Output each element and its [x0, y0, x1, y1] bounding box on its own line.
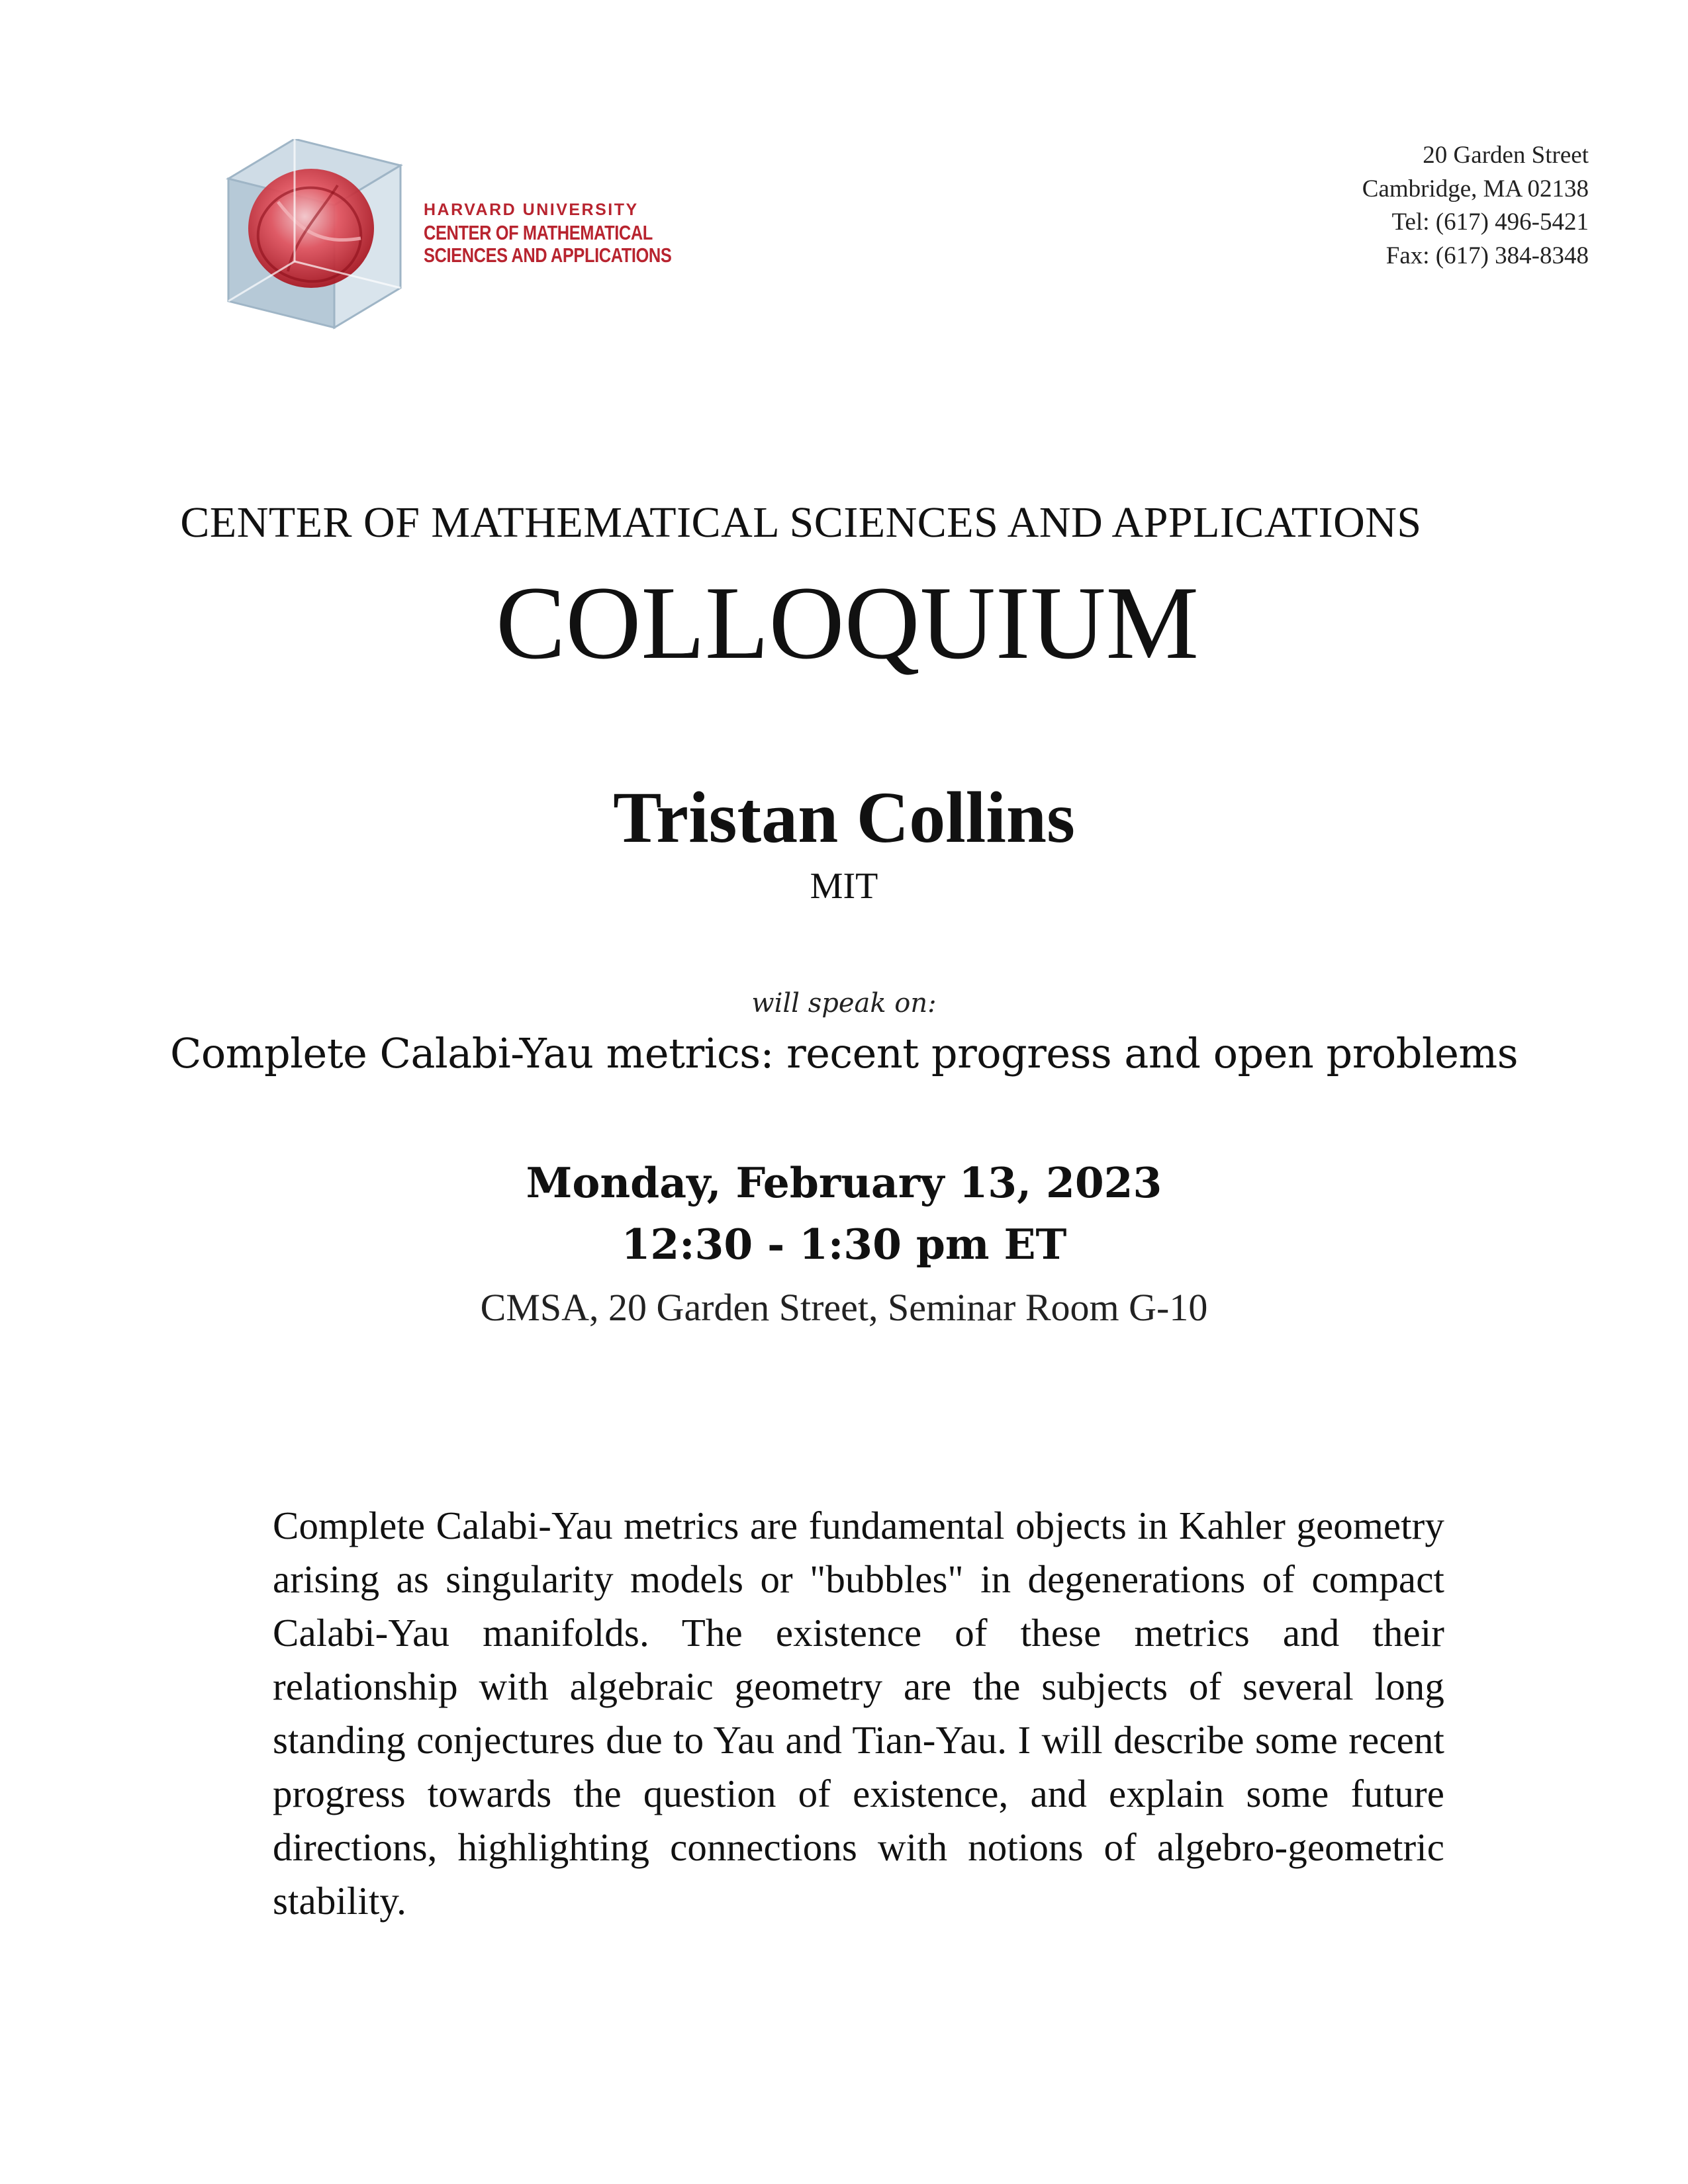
logo-wordmark [424, 202, 726, 267]
abstract-text: Complete Calabi-Yau metrics are fundamental objects in Kahler geometry arising as singularity models or "bubbles" in degenerations of compact Calabi-Yau manifolds. The existence of these metrics and their relationship with algebraic geometry are the subjects of several long standing conjectures due to Yau and Tian-Yau. I will describe some recent progress towards the question of existence, and explain some future directions, highlighting connections with notions of algebro-geometric stability. [273, 1504, 1444, 1923]
address-tel: Tel: (617) 496-5421 [1391, 208, 1589, 236]
logo-line-sciences: SCIENCES AND APPLICATIONS [424, 244, 672, 267]
speaker-affiliation: MIT [810, 866, 878, 907]
cube-sphere-logo-icon [222, 139, 414, 331]
logo-line-center: CENTER OF MATHEMATICAL [424, 221, 653, 244]
speak-on-label: will speak on: [751, 988, 937, 1019]
event-location: CMSA, 20 Garden Street, Seminar Room G-10 [480, 1286, 1208, 1329]
logo-line-university: HARVARD UNIVERSITY [424, 201, 639, 219]
event-time: 12:30 - 1:30 pm ET [621, 1220, 1067, 1269]
speaker-name: Tristan Collins [613, 777, 1075, 858]
address-block [1362, 139, 1589, 273]
talk-title: Complete Calabi-Yau metrics: recent progress and open problems [169, 1029, 1519, 1077]
address-city: Cambridge, MA 02138 [1362, 175, 1589, 203]
address-fax: Fax: (617) 384-8348 [1385, 242, 1589, 270]
address-street: 20 Garden Street [1423, 142, 1589, 169]
event-date: Monday, February 13, 2023 [526, 1158, 1162, 1207]
organization-heading: CENTER OF MATHEMATICAL SCIENCES AND APPLICATIONS [180, 498, 1422, 547]
event-title: COLLOQUIUM [495, 565, 1199, 681]
cmsa-logo [222, 139, 672, 338]
